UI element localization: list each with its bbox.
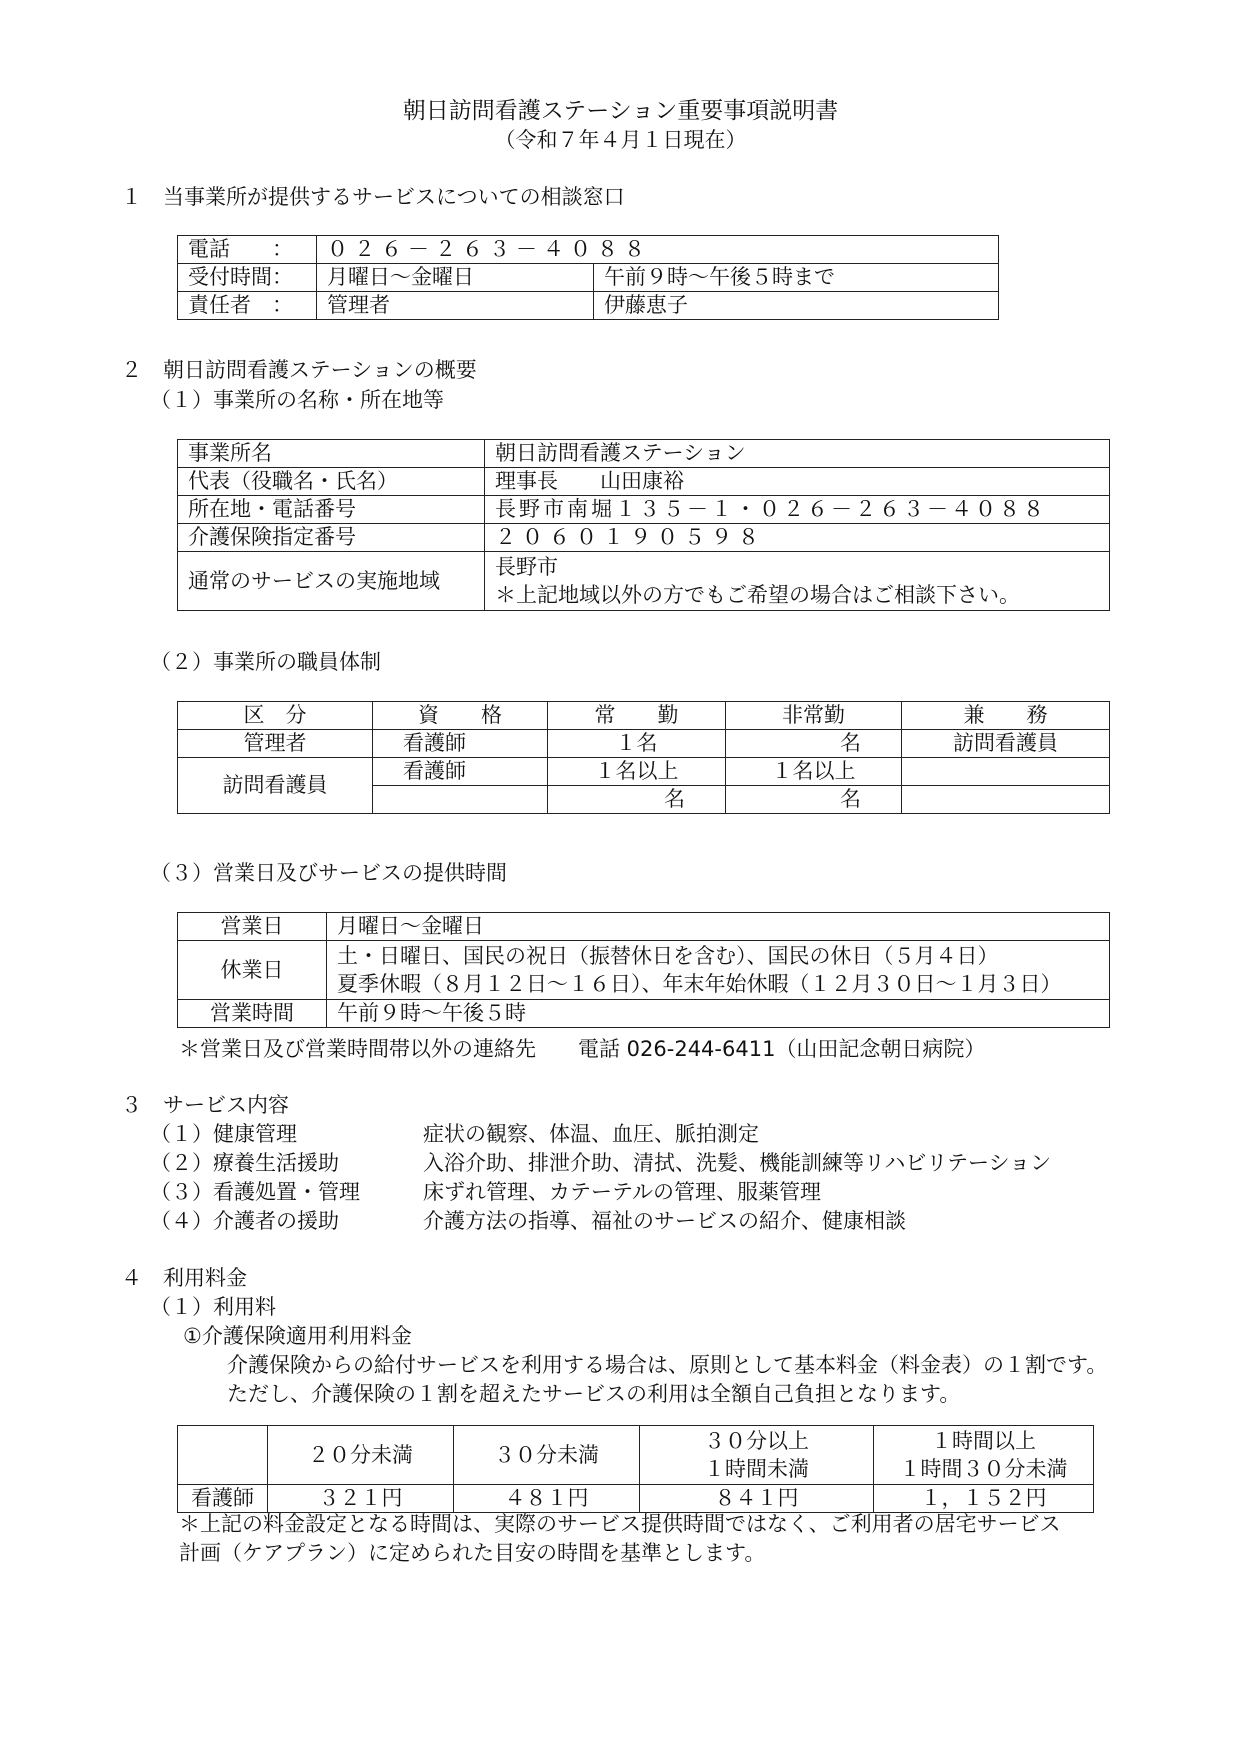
table-row [178,264,999,292]
service-desc: 症状の観察、体温、血圧、脈拍測定 [423,1122,759,1146]
table-header: 兼 務 [902,702,1110,730]
holiday-line: 夏季休暇（８月１２日～１６日）、年末年始休暇（１２月３０日～１月３日） [337,972,1062,996]
table-row [178,468,1110,496]
section2-sub3: （３）営業日及びサービスの提供時間 [150,861,507,885]
table-header: ２０分未満 [268,1426,454,1485]
table-row [178,730,1110,758]
header-line: ３０分以上 [704,1429,809,1453]
table-row [178,758,1110,786]
service-desc: 介護方法の指導、福祉のサービスの紹介、健康相談 [423,1209,906,1233]
table-cell [373,786,548,814]
table-cell: ２０６０１９０５９８ [485,524,1110,552]
table-cell: 訪問看護員 [902,730,1110,758]
table-cell: １名 [548,730,726,758]
table-cell: 管理者 [178,730,373,758]
service-label: （１）健康管理 [150,1122,297,1146]
section4-item1: ①介護保険適用利用料金 [183,1324,412,1348]
hours-table [177,912,1110,1028]
section3-heading: ３ サービス内容 [121,1093,289,1117]
table-cell: 電話 ： [178,236,317,264]
fee-note: ＊上記の料金設定となる時間は、実際のサービス提供時間ではなく、ご利用者の居宅サービス [179,1512,1061,1536]
table-row [178,496,1110,524]
staff-table [177,701,1110,814]
fee-paragraph: ただし、介護保険の１割を超えたサービスの利用は全額自己負担となります。 [227,1382,961,1406]
section4-heading: ４ 利用料金 [121,1266,247,1290]
table-cell: 午前９時～午後５時 [327,1000,1110,1028]
table-cell: 事業所名 [178,440,485,468]
table-cell: 看護師 [373,730,548,758]
table-cell: 長野市南堀１３５－１・０２６－２６３－４０８８ [485,496,1110,524]
table-cell: 看護師 [178,1485,268,1513]
table-cell: 伊藤恵子 [594,292,999,320]
service-desc: 床ずれ管理、カテーテルの管理、服薬管理 [423,1180,821,1204]
table-header [640,1426,874,1485]
table-row [178,524,1110,552]
contact-table [177,235,999,320]
table-cell: １，１５２円 [874,1485,1094,1513]
table-row [178,292,999,320]
table-row [178,236,999,264]
table-row [178,1000,1110,1028]
table-cell: 責任者 ： [178,292,317,320]
table-cell: 受付時間： [178,264,317,292]
table-cell: ４８１円 [454,1485,640,1513]
table-cell: ８４１円 [640,1485,874,1513]
table-cell: 休業日 [178,941,327,1000]
table-row [178,941,1110,1000]
table-cell: 看護師 [373,758,548,786]
section2-sub2: （２）事業所の職員体制 [150,650,381,674]
table-row [178,440,1110,468]
service-label: （４）介護者の援助 [150,1209,339,1233]
area-line: 長野市 [495,555,558,579]
service-desc: 入浴介助、排泄介助、清拭、洗髪、機能訓練等リハビリテーション [423,1151,1052,1175]
fee-paragraph: 介護保険からの給付サービスを利用する場合は、原則として基本料金（料金表）の１割です。 [227,1353,1108,1377]
table-cell: 営業時間 [178,1000,327,1028]
table-header: 区 分 [178,702,373,730]
table-cell [485,552,1110,611]
document-title: 朝日訪問看護ステーション重要事項説明書 [402,98,839,124]
header-line: １時間以上 [931,1429,1036,1453]
table-row [178,913,1110,941]
table-cell: 営業日 [178,913,327,941]
header-line: １時間未満 [704,1457,809,1481]
section4-sub1: （１）利用料 [150,1295,276,1319]
service-label: （２）療養生活援助 [150,1151,339,1175]
table-cell: 名 [726,786,902,814]
section2-sub1: （１）事業所の名称・所在地等 [150,388,444,412]
table-cell: ３２１円 [268,1485,454,1513]
table-row [178,702,1110,730]
table-cell: 所在地・電話番号 [178,496,485,524]
table-cell: 管理者 [317,292,594,320]
table-cell [902,758,1110,786]
table-cell: ０２６－２６３－４０８８ [317,236,999,264]
area-note: ＊上記地域以外の方でもご希望の場合はご相談下さい。 [495,583,1020,607]
office-table [177,439,1110,611]
table-cell: １名以上 [726,758,902,786]
table-row [178,552,1110,611]
document-date: （令和７年４月１日現在） [494,128,747,152]
table-cell: 月曜日～金曜日 [317,264,594,292]
table-cell: 名 [548,786,726,814]
service-label: （３）看護処置・管理 [150,1180,360,1204]
section1-heading: １ 当事業所が提供するサービスについての相談窓口 [121,185,625,209]
table-cell [327,941,1110,1000]
table-row [178,1426,1094,1485]
table-cell: 介護保険指定番号 [178,524,485,552]
table-cell: 代表（役職名・氏名） [178,468,485,496]
table-cell: 月曜日～金曜日 [327,913,1110,941]
table-cell [178,1426,268,1485]
fee-table [177,1425,1094,1513]
table-header: ３０分未満 [454,1426,640,1485]
table-cell: １名以上 [548,758,726,786]
table-header [874,1426,1094,1485]
contact-note: ＊営業日及び営業時間帯以外の連絡先 電話 026-244-6411（山田記念朝日病院） [179,1037,986,1061]
fee-note: 計画（ケアプラン）に定められた目安の時間を基準とします。 [179,1541,766,1565]
table-cell: 朝日訪問看護ステーション [485,440,1110,468]
table-header: 非常勤 [726,702,902,730]
section2-heading: ２ 朝日訪問看護ステーションの概要 [121,358,477,382]
table-cell: 名 [726,730,902,758]
table-cell: 午前９時～午後５時まで [594,264,999,292]
header-line: １時間３０分未満 [899,1457,1068,1481]
table-cell: 通常のサービスの実施地域 [178,552,485,611]
table-header: 資 格 [373,702,548,730]
table-cell: 訪問看護員 [178,758,373,814]
table-cell [902,786,1110,814]
holiday-line: 土・日曜日、国民の祝日（振替休日を含む）、国民の休日（５月４日） [337,944,999,968]
table-cell: 理事長 山田康裕 [485,468,1110,496]
table-header: 常 勤 [548,702,726,730]
